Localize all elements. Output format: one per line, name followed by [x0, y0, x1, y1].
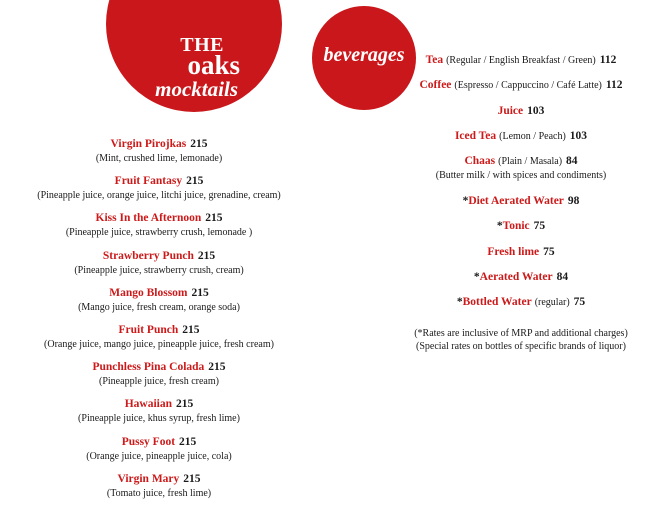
beverage-item: [398, 78, 644, 103]
beverage-subtext: (Butter milk / with spices and condiments): [435, 170, 607, 182]
beverage-item: [398, 129, 644, 154]
beverage-detail: (regular): [534, 297, 570, 309]
menu-item-line: [0, 283, 318, 301]
beverage-price: 84: [556, 271, 569, 284]
beverage-item: [398, 219, 644, 244]
item-price: 215: [176, 398, 194, 411]
beverages-section: [398, 53, 644, 353]
menu-item: [0, 357, 318, 394]
item-description: (Tomato juice, fresh lime): [106, 487, 212, 499]
menu-item-line: [0, 394, 318, 412]
beverage-name: Diet Aerated Water: [468, 195, 564, 208]
menu-item: [0, 208, 318, 245]
beverages-list: [398, 53, 644, 321]
item-description: (Pineapple juice, orange juice, litchi juice, grenadine, cream): [37, 190, 281, 202]
menu-item-line: [0, 208, 318, 226]
asterisk: *: [496, 220, 503, 233]
menu-item: [0, 469, 318, 506]
menu-item-line: [0, 246, 318, 264]
beverage-name: Aerated Water: [479, 271, 553, 284]
menu-item-line: [0, 469, 318, 487]
item-name: Fruit Fantasy: [114, 175, 183, 188]
beverage-name: Fresh lime: [487, 245, 540, 258]
item-name: Hawaiian: [124, 398, 173, 411]
beverage-detail: (Lemon / Peach): [499, 130, 566, 142]
mocktails-list: [0, 134, 318, 506]
beverage-price: 75: [573, 296, 586, 309]
beverage-item: [398, 104, 644, 129]
menu-item: [0, 432, 318, 469]
item-description: (Pineapple juice, strawberry crush, lemonade ): [65, 227, 253, 239]
beverage-item: [398, 194, 644, 219]
beverage-item: [398, 53, 644, 78]
beverage-name: Chaas: [464, 155, 496, 168]
beverage-detail: (Espresso / Cappuccino / Café Latte): [454, 80, 602, 92]
menu-item: [0, 394, 318, 431]
asterisk: *: [473, 271, 480, 284]
beverage-detail: (Regular / English Breakfast / Green): [446, 55, 596, 66]
note-line: (*Rates are inclusive of MRP and additional charges): [414, 327, 628, 339]
item-price: 215: [197, 249, 216, 262]
brand-oaks: oaks: [187, 50, 240, 80]
menu-item: [0, 171, 318, 208]
item-price: 215: [208, 361, 226, 374]
asterisk: *: [456, 296, 463, 309]
item-price: 215: [183, 472, 201, 485]
item-description: (Pineapple juice, strawberry crush, cream): [74, 264, 244, 276]
item-description: (Mint, crushed lime, lemonade): [95, 153, 223, 164]
menu-item: [0, 246, 318, 283]
item-description: (Pineapple juice, khus syrup, fresh lime): [78, 413, 240, 425]
beverage-price: 75: [533, 220, 546, 233]
beverage-item: [398, 270, 644, 295]
menu-item: [0, 134, 318, 171]
item-description: (Pineapple juice, fresh cream): [99, 376, 219, 388]
beverage-name: Coffee: [419, 79, 452, 92]
item-name: Punchless Pina Colada: [92, 361, 205, 374]
beverage-price: 103: [569, 129, 588, 142]
item-name: Pussy Foot: [121, 435, 176, 448]
item-name: Virgin Pirojkas: [110, 138, 187, 150]
item-description: (Orange juice, mango juice, pineapple juice, fresh cream): [44, 338, 274, 350]
item-price: 215: [205, 212, 223, 225]
menu-item: [0, 320, 318, 357]
beverage-name: Tonic: [502, 220, 530, 233]
beverage-detail: (Plain / Masala): [498, 156, 563, 168]
item-price: 215: [190, 138, 208, 150]
item-description: (Orange juice, pineapple juice, cola): [86, 450, 232, 462]
brand-the: THE: [180, 34, 224, 56]
note-line: (Special rates on bottles of specific brands of liquor): [416, 340, 626, 352]
beverage-name: Bottled Water: [462, 296, 532, 309]
beverage-item: [398, 245, 644, 270]
item-name: Fruit Punch: [118, 323, 179, 336]
notes: [398, 327, 644, 353]
beverage-item: [398, 154, 644, 194]
item-price: 215: [191, 286, 209, 299]
item-price: 215: [179, 435, 197, 448]
item-name: Kiss In the Afternoon: [95, 212, 202, 225]
item-name: Virgin Mary: [117, 472, 180, 485]
beverages-heading: beverages: [323, 44, 405, 66]
beverage-price: 75: [543, 245, 555, 258]
menu-item-line: [0, 320, 318, 338]
item-price: 215: [186, 175, 204, 188]
asterisk: *: [462, 195, 469, 208]
menu-item-line: [0, 171, 318, 189]
item-name: Mango Blossom: [109, 286, 188, 299]
menu-item-line: [0, 134, 318, 152]
mocktails-heading: mocktails: [155, 77, 238, 101]
beverage-price: 112: [599, 54, 617, 66]
menu-item-line: [0, 432, 318, 450]
beverage-price: 98: [567, 195, 580, 208]
beverage-price: 112: [605, 79, 623, 92]
item-name: Strawberry Punch: [102, 249, 194, 262]
beverage-price: 84: [566, 155, 578, 168]
beverage-name: Iced Tea: [454, 129, 497, 142]
beverage-name: Tea: [425, 54, 444, 66]
beverage-name: Juice: [497, 104, 524, 117]
beverage-item: [398, 295, 644, 320]
item-price: 215: [182, 323, 200, 336]
beverage-price: 103: [527, 104, 545, 117]
menu-item-line: [0, 357, 318, 375]
menu-item: [0, 283, 318, 320]
item-description: (Mango juice, fresh cream, orange soda): [78, 301, 240, 313]
